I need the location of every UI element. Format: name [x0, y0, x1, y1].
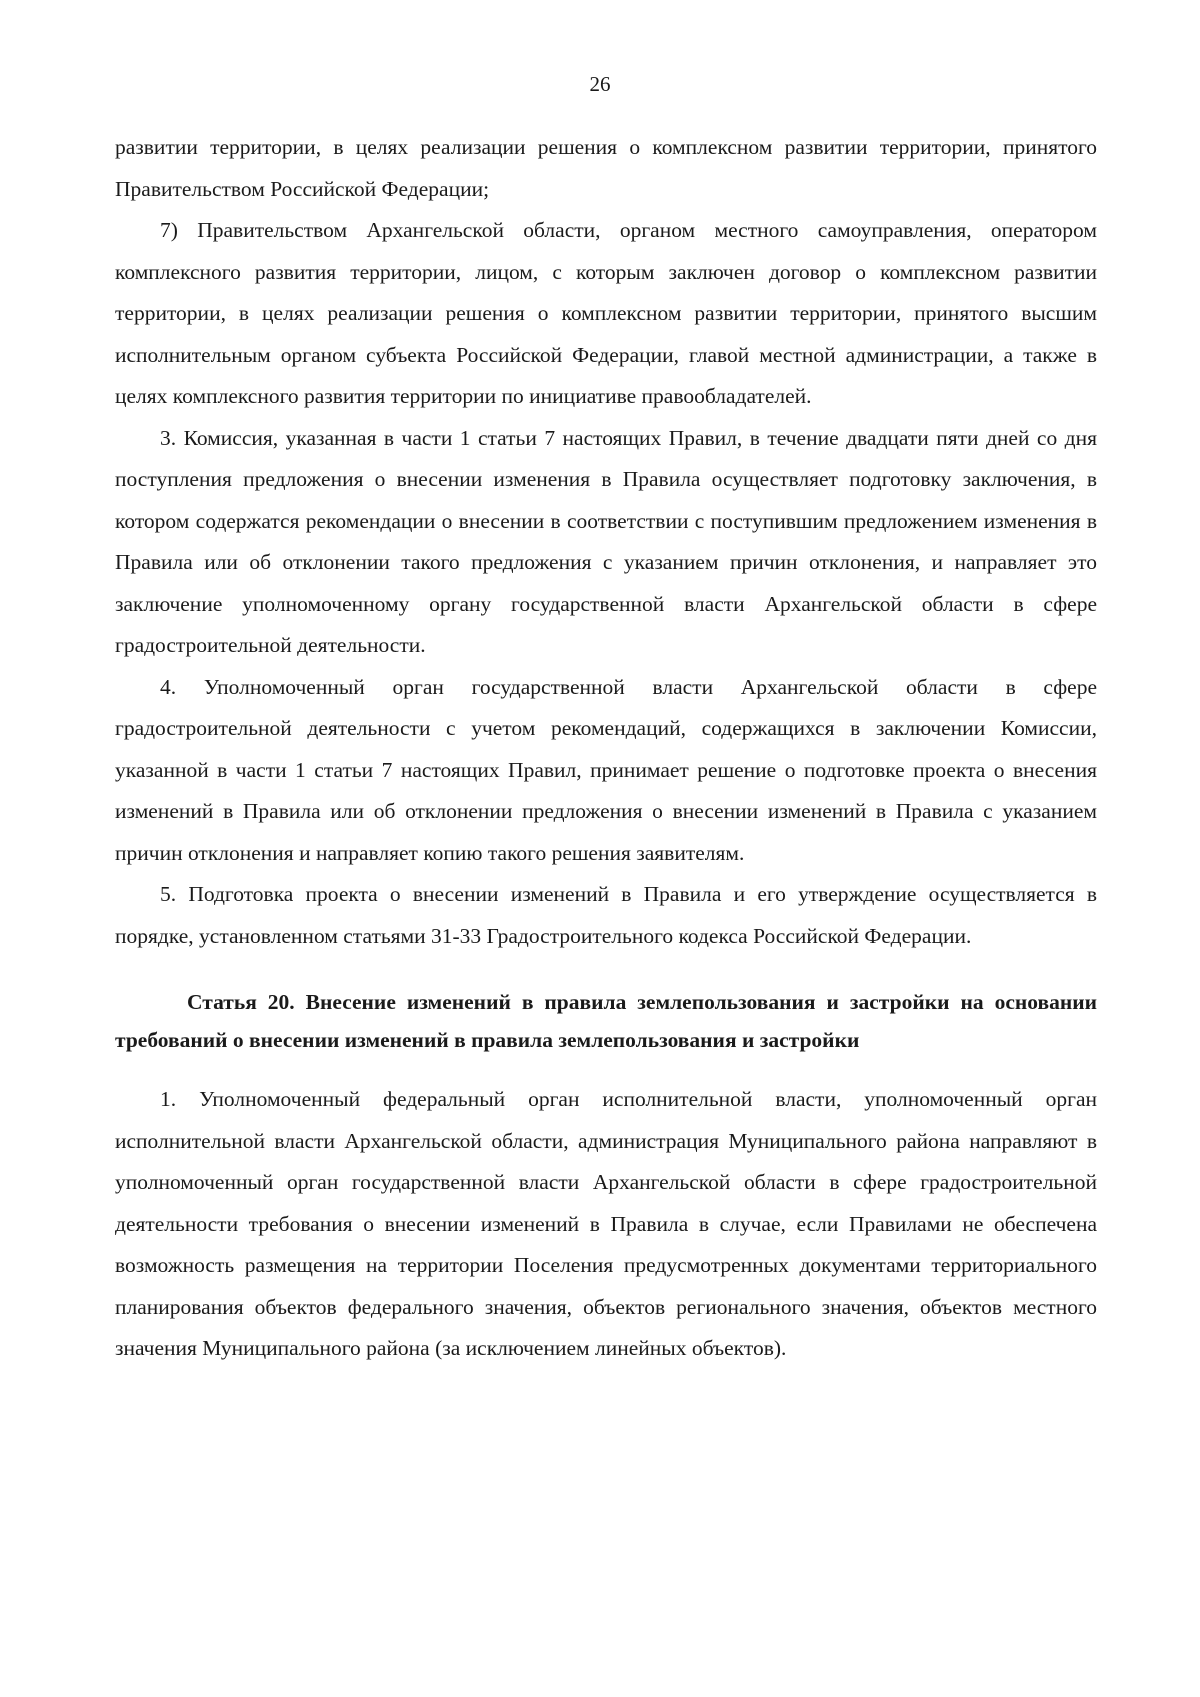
article-20-heading: Статья 20. Внесение изменений в правила землепользования и застройки на основании требований о внесении изменений в правила землепользования и застройки — [115, 990, 1097, 1052]
document-body — [115, 127, 1097, 1370]
paragraph-4: 4. Уполномоченный орган государственной власти Архангельской области в сфере градостроительной деятельности с учетом рекомендаций, содержащихся в заключении Комиссии, указанной в части 1 статьи 7 настоящих Правил, принимает решение о подготовке проекта о внесения изменений в Правила или об отклонении предложения о внесении изменений в Правила с указанием причин отклонения и направляет копию такого решения заявителям. — [115, 674, 1097, 865]
paragraph-3: 3. Комиссия, указанная в части 1 статьи 7 настоящих Правил, в течение двадцати пяти дней со дня поступления предложения о внесении изменения в Правила осуществляет подготовку заключения, в котором содержатся рекомендации о внесении в соответствии с поступившим предложением изменения в Правила или об отклонении такого предложения с указанием причин отклонения, и направляет это заключение уполномоченному органу государственной власти Архангельской области в сфере градостроительной деятельности. — [115, 425, 1097, 657]
page-number: 26 — [589, 72, 611, 96]
paragraph-5: 5. Подготовка проекта о внесении изменений в Правила и его утверждение осуществляется в порядке, установленном статьями 31-33 Градостроительного кодекса Российской Федерации. — [115, 882, 1097, 948]
paragraph-item-7: 7) Правительством Архангельской области, органом местного самоуправления, оператором комплексного развития территории, лицом, с которым заключен договор о комплексном развитии территории, в целях реализации решения о комплексном развитии территории, принятого высшим исполнительным органом субъекта Российской Федерации, главой местной администрации, а также в целях комплексного развития территории по инициативе правообладателей. — [115, 218, 1097, 408]
paragraph-continuation: развитии территории, в целях реализации решения о комплексном развитии территории, принятого Правительством Российской Федерации; — [115, 135, 1097, 201]
article-20-paragraph-1: 1. Уполномоченный федеральный орган исполнительной власти, уполномоченный орган исполнительной власти Архангельской области, администрация Муниципального района направляют в уполномоченный орган государственной власти Архангельской области в сфере градостроительной деятельности требования о внесении изменений в Правила в случае, если Правилами не обеспечена возможность размещения на территории Поселения предусмотренных документами территориального планирования объектов федерального значения, объектов регионального значения, объектов местного значения Муниципального района (за исключением линейных объектов). — [115, 1087, 1097, 1360]
